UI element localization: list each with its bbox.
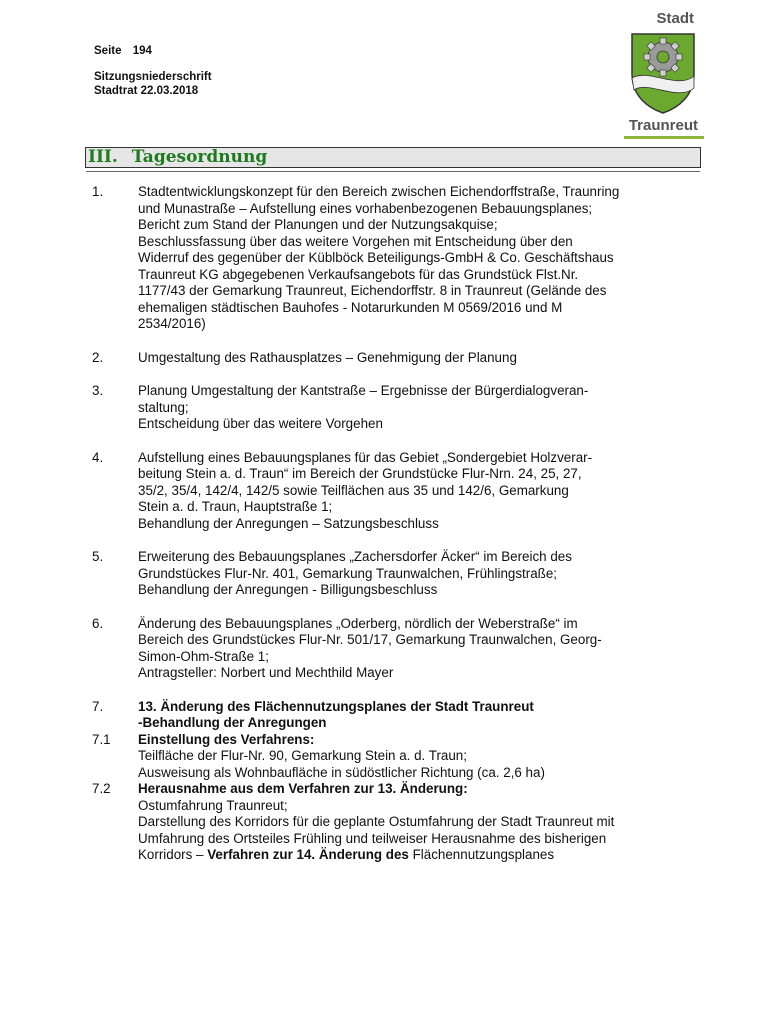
- agenda-item-number: 5.: [92, 549, 104, 564]
- agenda-item-number: 6.: [92, 615, 104, 631]
- logo-divider: [624, 136, 704, 139]
- agenda-line: Bereich des Grundstückes Flur-Nr. 501/17, Gemarkung Traunwalchen, Georg-: [138, 632, 602, 647]
- header-meta: [94, 44, 212, 98]
- agenda-item-4: [92, 450, 712, 533]
- agenda-item-number: 7.2: [92, 781, 111, 796]
- agenda-text-run: Flächennutzungsplanes: [408, 847, 555, 862]
- agenda-line: Simon-Ohm-Straße 1;: [138, 648, 269, 664]
- agenda-line: Grundstückes Flur-Nr. 401, Gemarkung Traunwalchen, Frühlingstraße;: [138, 565, 558, 581]
- agenda-line-mixed: [138, 847, 712, 864]
- agenda-line: Umfahrung des Ortsteiles Frühling und teilweiser Herausnahme des bisherigen: [138, 830, 607, 846]
- agenda-line: Bericht zum Stand der Planungen und der Nutzungsakquise;: [138, 217, 498, 232]
- agenda-line: Erweiterung des Bebauungsplanes „Zachersdorfer Äcker“ im Bereich des: [138, 549, 572, 564]
- agenda-line: Behandlung der Anregungen – Satzungsbeschluss: [138, 515, 439, 531]
- agenda-item-7-2: [92, 781, 712, 864]
- agenda-line: Aufstellung eines Bebauungsplanes für das Gebiet „Sondergebiet Holzverar-: [138, 449, 593, 465]
- agenda-line: 1177/43 der Gemarkung Traunreut, Eichendorffstr. 8 in Traunreut (Gelände des: [138, 283, 607, 298]
- agenda-item-number: 7.1: [92, 731, 111, 747]
- section-heading-box: [85, 147, 701, 168]
- agenda-line: -Behandlung der Anregungen: [138, 715, 327, 730]
- agenda-item-number: 1.: [92, 184, 104, 199]
- agenda-line: ehemaligen städtischen Bauhofes - Notarurkunden M 0569/2016 und M: [138, 299, 563, 315]
- agenda-line: Teilfläche der Flur-Nr. 90, Gemarkung Stein a. d. Traun;: [138, 748, 467, 763]
- logo-top-text: Stadt: [656, 10, 694, 27]
- agenda-text-run: Korridors –: [138, 847, 208, 862]
- agenda-line: Planung Umgestaltung der Kantstraße – Ergebnisse der Bürgerdialogveran-: [138, 383, 589, 398]
- agenda-item-2: [92, 350, 712, 367]
- agenda-subtitle: Einstellung des Verfahrens:: [138, 731, 315, 747]
- section-underline: [86, 171, 700, 172]
- agenda-item-7: [92, 699, 712, 732]
- agenda-line: Änderung des Bebauungsplanes „Oderberg, nördlich der Weberstraße“ im: [138, 615, 578, 631]
- session-date: Stadtrat 22.03.2018: [94, 85, 199, 97]
- agenda-item-number: 4.: [92, 449, 104, 465]
- agenda-list: [92, 184, 712, 864]
- agenda-item-5: [92, 549, 712, 599]
- agenda-line: Antragsteller: Norbert und Mechthild Mayer: [138, 665, 394, 680]
- section-title: [88, 147, 267, 167]
- agenda-line: 13. Änderung des Flächennutzungsplanes der Stadt Traunreut: [138, 698, 534, 714]
- agenda-line: und Munastraße – Aufstellung eines vorhabenbezogenen Bebauungsplanes;: [138, 200, 593, 216]
- page-number: 194: [132, 45, 152, 57]
- agenda-item-7-1: [92, 732, 712, 782]
- agenda-line: Traunreut KG abgegebenen Verkaufsangebots für das Grundstück Flst.Nr.: [138, 266, 579, 282]
- agenda-item-1: [92, 184, 712, 333]
- agenda-item-number: 3.: [92, 383, 104, 398]
- agenda-line: Ostumfahrung Traunreut;: [138, 797, 288, 813]
- page-number-row: [94, 44, 212, 58]
- agenda-line: staltung;: [138, 399, 189, 415]
- agenda-line: Umgestaltung des Rathausplatzes – Genehmigung der Planung: [138, 349, 517, 365]
- agenda-line: Stadtentwicklungskonzept für den Bereich zwischen Eichendorffstraße, Traunring: [138, 184, 620, 199]
- agenda-line: Ausweisung als Wohnbaufläche in südöstlicher Richtung (ca. 2,6 ha): [138, 764, 545, 780]
- coat-of-arms-icon: [628, 30, 698, 115]
- page-label: Seite: [94, 45, 122, 57]
- agenda-line: Entscheidung über das weitere Vorgehen: [138, 416, 383, 431]
- agenda-line: Behandlung der Anregungen - Billigungsbeschluss: [138, 582, 438, 597]
- logo-bottom-text: Traunreut: [628, 117, 698, 134]
- agenda-line: Beschlussfassung über das weitere Vorgehen mit Entscheidung über den: [138, 233, 573, 249]
- agenda-item-number: 7.: [92, 698, 104, 714]
- agenda-item-number: 2.: [92, 349, 104, 365]
- agenda-line: 2534/2016): [138, 316, 206, 331]
- agenda-line: beitung Stein a. d. Traun“ im Bereich der Grundstücke Flur-Nrn. 24, 25, 27,: [138, 466, 582, 481]
- agenda-line: Darstellung des Korridors für die geplante Ostumfahrung der Stadt Traunreut mit: [138, 814, 615, 829]
- agenda-item-6: [92, 616, 712, 682]
- section-number: III.: [88, 147, 118, 167]
- city-logo: [624, 10, 704, 135]
- agenda-item-3: [92, 383, 712, 433]
- doc-type: Sitzungsniederschrift: [94, 71, 212, 83]
- agenda-line: Widerruf des gegenüber der Küblböck Beteiligungs-GmbH & Co. Geschäftshaus: [138, 250, 614, 265]
- agenda-text-run-bold: Verfahren zur 14. Änderung des: [207, 847, 409, 862]
- agenda-line: Stein a. d. Traun, Hauptstraße 1;: [138, 499, 333, 514]
- agenda-subtitle: Herausnahme aus dem Verfahren zur 13. Änderung:: [138, 781, 468, 796]
- agenda-line: 35/2, 35/4, 142/4, 142/5 sowie Teilflächen aus 35 und 142/6, Gemarkung: [138, 482, 569, 498]
- section-title-text: Tagesordnung: [131, 147, 268, 167]
